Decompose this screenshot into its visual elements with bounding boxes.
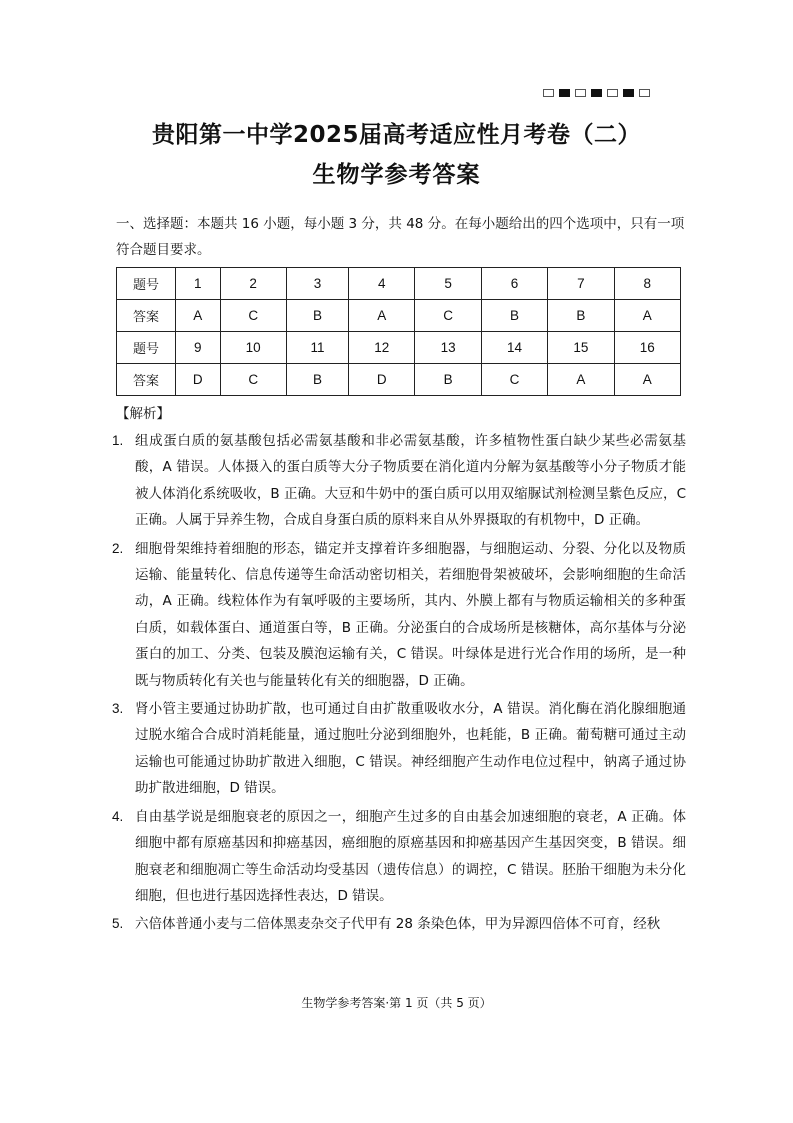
registration-mark xyxy=(623,89,634,97)
question-number: 7 xyxy=(548,268,614,300)
row-label: 题号 xyxy=(117,268,176,300)
table-row xyxy=(117,364,681,396)
registration-mark xyxy=(591,89,602,97)
question-number: 5 xyxy=(415,268,481,300)
list-item xyxy=(112,911,686,937)
list-item xyxy=(112,428,686,534)
answer-cell: A xyxy=(548,364,614,396)
section-intro: 一、选择题：本题共 16 小题，每小题 3 分，共 48 分。在每小题给出的四个选项中，只有一项符合题目要求。 xyxy=(116,216,685,258)
answer-cell: B xyxy=(548,300,614,332)
table-row xyxy=(117,332,681,364)
answer-cell: A xyxy=(349,300,415,332)
list-item xyxy=(112,804,686,910)
question-number: 16 xyxy=(614,332,680,364)
item-text: 细胞骨架维持着细胞的形态，锚定并支撑着许多细胞器，与细胞运动、分裂、分化以及物质运输、能量转化、信息传递等生命活动密切相关，若细胞骨架被破坏，会影响细胞的生命活动，A 正确。线粒体作为有氧呼吸的主要场所，其内、外膜上都有与物质运输相关的多种蛋白质，如载体蛋白、通道蛋白等，B 正确。分泌蛋白的合成场所是核糖体，高尔基体与分泌蛋白的加工、分类、包装及膜泡运输有关，C 错误。叶绿体是进行光合作用的场所，是一种既与物质转化有关也与能量转化有关的细胞器，D 正确。 xyxy=(135,540,686,689)
table-row xyxy=(117,268,681,300)
answer-cell: C xyxy=(220,300,286,332)
item-number: 3. xyxy=(112,701,124,717)
question-number: 11 xyxy=(286,332,348,364)
answer-cell: A xyxy=(176,300,221,332)
page-footer: 生物学参考答案·第 1 页（共 5 页） xyxy=(301,996,492,1010)
question-number: 4 xyxy=(349,268,415,300)
answer-cell: B xyxy=(481,300,547,332)
page-title: 贵阳第一中学2025届高考适应性月考卷（二） xyxy=(151,122,641,148)
answer-cell: B xyxy=(286,300,348,332)
item-text: 六倍体普通小麦与二倍体黑麦杂交子代甲有 28 条染色体，甲为异源四倍体不可育，经秋 xyxy=(135,916,661,933)
answer-table xyxy=(116,267,681,396)
question-number: 15 xyxy=(548,332,614,364)
question-number: 12 xyxy=(349,332,415,364)
answer-cell: B xyxy=(286,364,348,396)
question-number: 8 xyxy=(614,268,680,300)
row-label: 答案 xyxy=(117,300,176,332)
registration-mark xyxy=(543,89,554,97)
answer-cell: D xyxy=(176,364,221,396)
analysis-list xyxy=(112,428,686,940)
question-number: 10 xyxy=(220,332,286,364)
item-number: 1. xyxy=(112,433,124,448)
registration-mark xyxy=(575,89,586,97)
registration-marks xyxy=(543,89,650,97)
question-number: 3 xyxy=(286,268,348,300)
question-number: 1 xyxy=(176,268,221,300)
answer-cell: D xyxy=(349,364,415,396)
table-row xyxy=(117,300,681,332)
page-subtitle: 生物学参考答案 xyxy=(312,162,481,188)
registration-mark xyxy=(607,89,618,97)
item-number: 4. xyxy=(112,808,124,824)
answer-cell: C xyxy=(220,364,286,396)
item-number: 5. xyxy=(112,916,124,932)
question-number: 14 xyxy=(481,332,547,364)
question-number: 13 xyxy=(415,332,481,364)
list-item xyxy=(112,696,686,802)
answer-cell: A xyxy=(614,364,680,396)
item-number: 2. xyxy=(112,540,124,556)
analysis-heading: 【解析】 xyxy=(116,406,170,422)
item-text: 肾小管主要通过协助扩散，也可通过自由扩散重吸收水分，A 错误。消化酶在消化腺细胞通过脱水缩合合成时消耗能量，通过胞吐分泌到细胞外，也耗能，B 正确。葡萄糖可通过主动运输也可能通过协助扩散进入细胞，C 错误。神经细胞产生动作电位过程中，钠离子通过协助扩散进细胞，D 错误。 xyxy=(135,701,686,797)
item-text: 自由基学说是细胞衰老的原因之一，细胞产生过多的自由基会加速细胞的衰老，A 正确。体细胞中都有原癌基因和抑癌基因，癌细胞的原癌基因和抑癌基因产生基因突变，B 错误。细胞衰老和细胞凋亡等生命活动均受基因（遗传信息）的调控，C 错误。胚胎干细胞为未分化细胞，但也进行基因选择性表达，D 错误。 xyxy=(135,808,686,904)
list-item xyxy=(112,536,686,694)
answer-cell: C xyxy=(481,364,547,396)
item-text: 组成蛋白质的氨基酸包括必需氨基酸和非必需氨基酸，许多植物性蛋白缺少某些必需氨基酸，A 错误。人体摄入的蛋白质等大分子物质要在消化道内分解为氨基酸等小分子物质才能被人体消化系统吸收，B 正确。大豆和牛奶中的蛋白质可以用双缩脲试剂检测呈紫色反应，C 正确。人属于异养生物，合成自身蛋白质的原料来自从外界摄取的有机物中，D 正确。 xyxy=(135,433,686,529)
answer-cell: B xyxy=(415,364,481,396)
row-label: 答案 xyxy=(117,364,176,396)
question-number: 6 xyxy=(481,268,547,300)
answer-cell: A xyxy=(614,300,680,332)
registration-mark xyxy=(639,89,650,97)
answer-cell: C xyxy=(415,300,481,332)
question-number: 9 xyxy=(176,332,221,364)
row-label: 题号 xyxy=(117,332,176,364)
question-number: 2 xyxy=(220,268,286,300)
registration-mark xyxy=(559,89,570,97)
